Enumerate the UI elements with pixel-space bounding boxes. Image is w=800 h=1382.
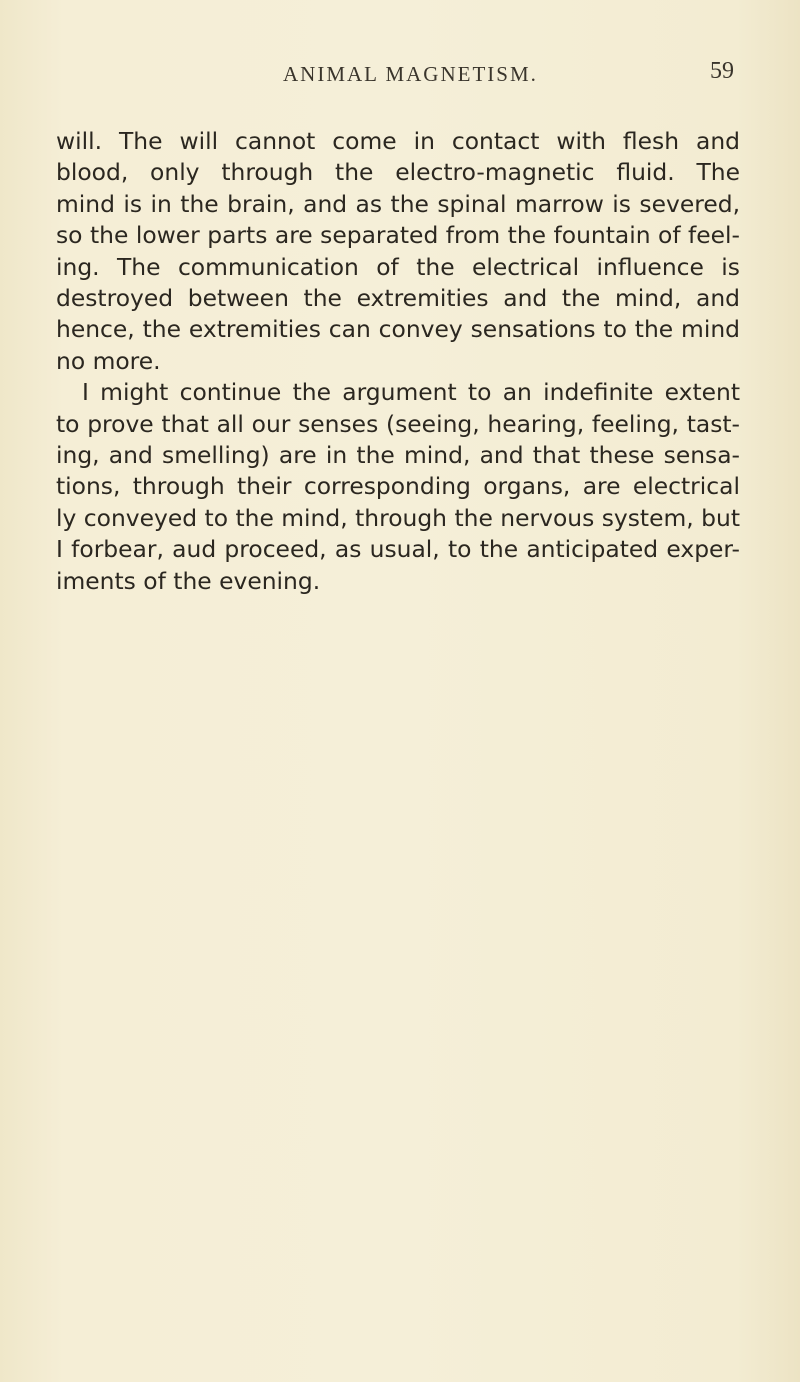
text-line: I forbear, aud proceed, as usual, to the anticipated exper- xyxy=(56,535,740,564)
text-line: destroyed between the extremities and the mind, and xyxy=(56,284,740,313)
paragraph-2 xyxy=(56,377,740,597)
text-line: iments of the evening. xyxy=(56,566,321,595)
paragraph-1 xyxy=(56,126,740,377)
text-line: no more. xyxy=(56,346,161,375)
page-number: 59 xyxy=(710,58,734,84)
text-line: ing. The communication of the electrical influence is xyxy=(56,252,740,281)
text-line: so the lower parts are separated from the fountain of feel- xyxy=(56,221,740,250)
text-line: ing, and smelling) are in the mind, and that these sensa- xyxy=(56,441,740,470)
text-line: tions, through their corresponding organs, are electrical xyxy=(56,472,740,501)
text-line: mind is in the brain, and as the spinal marrow is severed, xyxy=(56,189,740,218)
body-text xyxy=(56,126,740,597)
text-line: ly conveyed to the mind, through the nervous system, but xyxy=(56,503,740,532)
text-line: blood, only through the electro-magnetic fluid. The xyxy=(56,158,740,187)
text-line: hence, the extremities can convey sensations to the mind xyxy=(56,315,740,344)
running-head xyxy=(0,58,800,92)
running-title: ANIMAL MAGNETISM. xyxy=(283,62,538,86)
text-line: I might continue the argument to an indefinite extent xyxy=(82,378,740,407)
text-line: will. The will cannot come in contact with flesh and xyxy=(56,127,740,155)
text-line: to prove that all our senses (seeing, hearing, feeling, tast- xyxy=(56,409,740,438)
